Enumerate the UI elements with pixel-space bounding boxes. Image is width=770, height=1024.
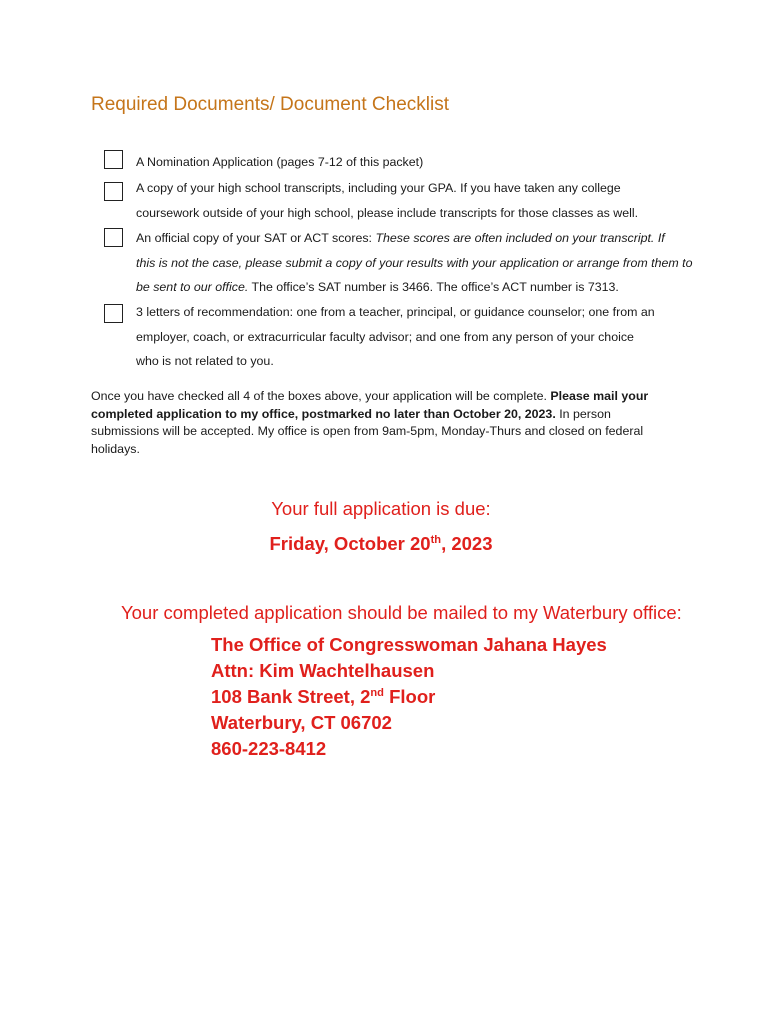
due-date: Friday, October 20th, 2023 — [269, 533, 493, 554]
text-line: holidays. — [91, 441, 140, 456]
text-line: coursework outside of your high school, please include transcripts for those classes as well. — [136, 205, 639, 220]
text-line: be sent to our office. The office’s SAT number is 3466. The office’s ACT number is 7313. — [136, 280, 619, 295]
checklist-item-text — [136, 150, 684, 175]
mailing-address — [211, 632, 607, 762]
text-line: completed application to my office, postmarked no later than October 20, 2023. In person — [91, 406, 611, 421]
checklist-item-text — [136, 226, 693, 300]
checkbox[interactable] — [104, 150, 123, 169]
checklist-item-text — [136, 300, 684, 374]
address-office: The Office of Congresswoman Jahana Hayes — [211, 634, 607, 655]
checkbox[interactable] — [104, 228, 123, 247]
instructions-paragraph — [91, 388, 681, 458]
text-line: employer, coach, or extracurricular faculty advisor; and one from any person of your choice — [136, 329, 634, 344]
text-line: Once you have checked all 4 of the boxes above, your application will be complete. Please mail your — [91, 389, 649, 403]
mail-label: Your completed application should be mailed to my Waterbury office: — [121, 602, 682, 623]
text-line: A copy of your high school transcripts, including your GPA. If you have taken any college — [136, 181, 621, 195]
text-line: A Nomination Application (pages 7-12 of this packet) — [136, 155, 424, 169]
address-phone: 860-223-8412 — [211, 738, 327, 759]
address-attn: Attn: Kim Wachtelhausen — [211, 660, 435, 681]
text-line: submissions will be accepted. My office is open from 9am-5pm, Monday-Thurs and closed on federal — [91, 424, 644, 439]
due-label: Your full application is due: — [271, 498, 491, 519]
checklist-heading: Required Documents/ Document Checklist — [91, 94, 449, 115]
checklist-item-text — [136, 176, 684, 225]
checkbox[interactable] — [104, 304, 123, 323]
text-line: who is not related to you. — [136, 354, 274, 369]
checkbox[interactable] — [104, 182, 123, 201]
address-city: Waterbury, CT 06702 — [211, 712, 392, 733]
text-line: 3 letters of recommendation: one from a teacher, principal, or guidance counselor; one from an — [136, 305, 655, 319]
text-line: this is not the case, please submit a copy of your results with your application or arrange from them to — [136, 255, 693, 270]
address-street: 108 Bank Street, 2nd Floor — [211, 686, 436, 707]
text-line: An official copy of your SAT or ACT scores: These scores are often included on your transcript. If — [136, 231, 665, 245]
